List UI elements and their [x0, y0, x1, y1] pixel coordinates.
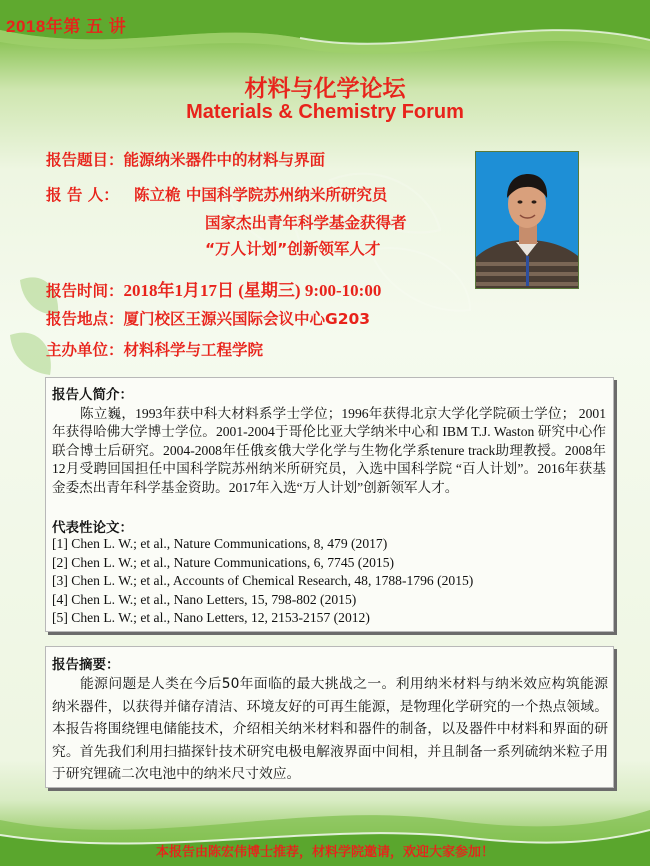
footer-note: 本报告由陈宏伟博士推荐，材料学院邀请，欢迎大家参加！: [155, 845, 494, 860]
time-value: 2018年1月17日 (星期三) 9:00-10:00: [123, 281, 382, 300]
speaker-line2: 国家杰出青年科学基金获得者: [205, 214, 407, 232]
host-label: 主办单位：: [46, 341, 124, 359]
publication-list: [52, 535, 473, 628]
place-label: 报告地点：: [46, 310, 124, 328]
publication-item: [3] Chen L. W.; et al., Accounts of Chemical Research, 48, 1788-1796 (2015): [52, 573, 474, 589]
bio-heading: 报告人简介：: [52, 387, 133, 403]
topic-value: 能源纳米器件中的材料与界面: [123, 151, 326, 169]
speaker-row: [46, 183, 387, 205]
speaker-line1: 陈立桅 中国科学院苏州纳米所研究员: [134, 186, 388, 204]
forum-title-en: Materials & Chemistry Forum: [186, 101, 464, 123]
forum-title-cn: 材料与化学论坛: [244, 76, 406, 102]
host-value: 材料科学与工程学院: [123, 341, 264, 359]
place-row: [46, 307, 370, 329]
abstract-panel: [45, 646, 614, 788]
speaker-label: 报 告 人：: [46, 186, 119, 204]
topic-row: [46, 148, 325, 170]
speaker-line3: “万人计划”创新领军人才: [205, 240, 381, 258]
publication-item: [1] Chen L. W.; et al., Nature Communications, 8, 479 (2017): [52, 536, 388, 551]
publication-item: [2] Chen L. W.; et al., Nature Communications, 6, 7745 (2015): [52, 554, 395, 570]
host-row: [46, 338, 263, 360]
publication-item: [4] Chen L. W.; et al., Nano Letters, 15, 798-802 (2015): [52, 591, 357, 607]
pubs-heading: 代表性论文：: [52, 520, 133, 536]
topic-label: 报告题目：: [46, 151, 124, 169]
abstract-heading: 报告摘要：: [52, 657, 120, 673]
publication-item: [5] Chen L. W.; et al., Nano Letters, 12, 2153-2157 (2012): [52, 610, 370, 626]
time-label: 报告时间：: [46, 282, 124, 300]
bio-panel: [45, 377, 614, 632]
lecture-tag: 2018年第 五 讲: [6, 17, 127, 36]
abstract-text: 能源问题是人类在今后50年面临的最大挑战之一。利用纳米材料与纳米效应构筑能源纳米器件，以获得并储存清洁、环境友好的可再生能源，是物理化学研究的一个热点领域。本报告将围绕锂电储能技术，介绍相关纳米材料和器件的制备，以及器件中材料和界面的研究。首先我们利用扫描探针技术研究电极电解液界面中间相，并且制备一系列硫纳米粒子用于研究锂硫二次电池中的纳米尺寸效应。: [52, 676, 608, 782]
speaker-photo: [475, 151, 579, 289]
place-value: 厦门校区王源兴国际会议中心G203: [123, 310, 371, 328]
time-row: [46, 276, 381, 301]
bio-text: 陈立巍，1993年获中科大材料系学士学位；1996年获得北京大学化学院硕士学位； 2001年获得哈佛大学博士学位。2001-2004于哥伦比亚大学纳米中心和 IBM T.J. Waston 研究中心作联合博士后研究。2004-2008年任俄亥俄大学化学与生物化学系tenure track助理教授。2008年12月受聘回国担任中国科学院苏州纳米所研究员，入选中国科学院 “百人计划”。2016年获基金委杰出青年科学基金资助。2017年入选“万人计划”创新领军人才。: [52, 406, 606, 495]
